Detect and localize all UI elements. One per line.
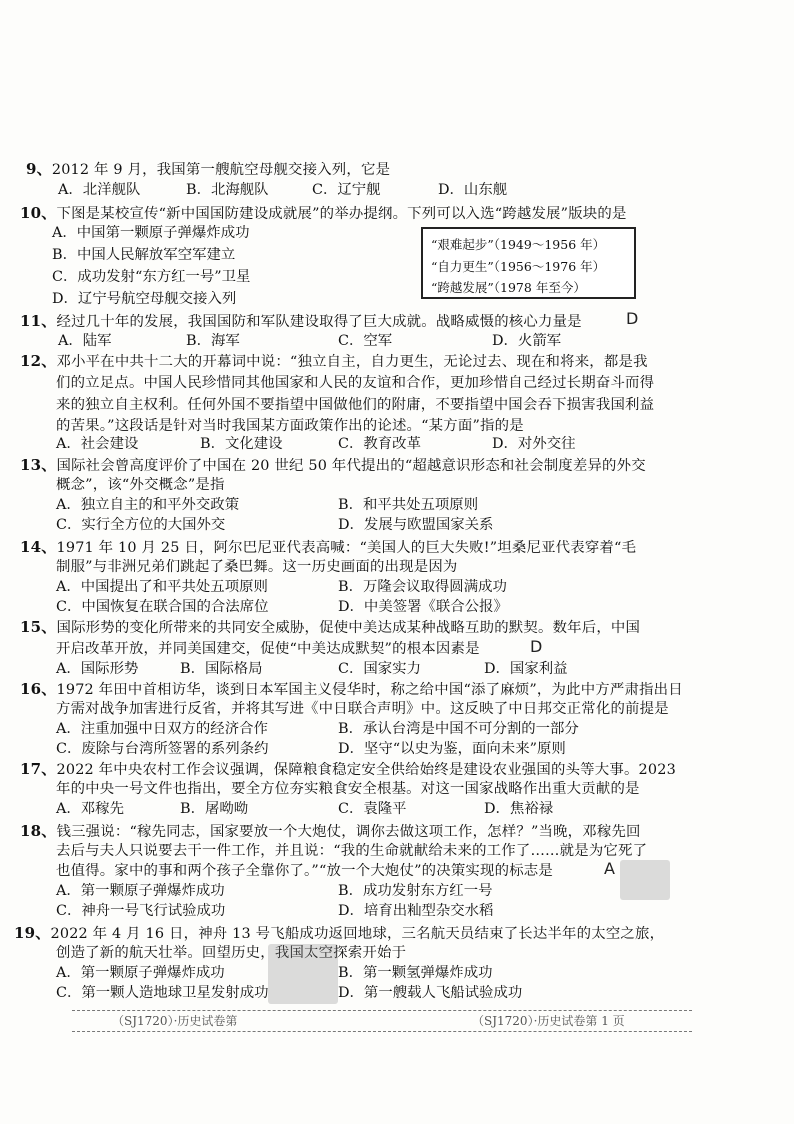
q9-option-a: A．北洋舰队 — [58, 182, 141, 198]
q18-option-a: A．第一颗原子弹爆炸成功 — [56, 883, 225, 899]
q15-option-a: A．国际形势 — [56, 661, 139, 677]
question-13-line-2: 概念”，该“外交概念”是指 — [56, 477, 225, 493]
q12-option-a: A．社会建设 — [56, 436, 139, 452]
outline-row-1: “艰难起步”（1949～1956 年） — [431, 237, 606, 252]
q10-option-b: B．中国人民解放军空军建立 — [52, 247, 236, 263]
q14-option-a: A．中国提出了和平共处五项原则 — [56, 579, 268, 595]
q11-option-d: D．火箭军 — [492, 333, 562, 349]
question-15: 15、国际形势的变化所带来的共同安全威胁，促使中美达成某种战略互助的默契。数年后，中国 — [20, 618, 641, 636]
q17-option-b: B．屠呦呦 — [180, 801, 249, 817]
q13-option-b: B．和平共处五项原则 — [338, 497, 479, 513]
outline-box — [421, 227, 636, 299]
outline-row-2: “自力更生”（1956～1976 年） — [431, 259, 606, 274]
q17-option-c: C．袁隆平 — [338, 801, 407, 817]
q14-option-b: B．万隆会议取得圆满成功 — [338, 579, 507, 595]
q19-option-a: A．第一颗原子弹爆炸成功 — [56, 965, 225, 981]
q10-option-a: A．中国第一颗原子弹爆炸成功 — [52, 225, 250, 241]
q15-option-c: C．国家实力 — [338, 661, 421, 677]
question-14-line-2: 制服”与非洲兄弟们跳起了桑巴舞。这一历史画面的出现是因为 — [56, 559, 458, 575]
question-9: 9、2012 年 9 月，我国第一艘航空母舰交接入列，它是 — [26, 160, 391, 178]
q18-option-d: D．培育出籼型杂交水稻 — [338, 903, 494, 919]
question-11: 11、经过几十年的发展，我国国防和军队建设取得了巨大成就。战略威慑的核心力量是 — [20, 312, 582, 330]
question-16-line-2: 方需对战争加害进行反省，并将其写进《中日联合声明》中。这反映了中日邦交正常化的前提是 — [56, 701, 669, 717]
scan-smudge — [268, 944, 338, 1004]
q16-option-d: D．坚守“以史为鉴，面向未来”原则 — [338, 741, 566, 757]
outline-row-3: “跨越发展”（1978 年至今） — [431, 280, 586, 295]
scan-smudge — [620, 860, 670, 900]
question-12-line-4: 的苦果。”这段话是针对当时我国某方面政策作出的论述。“某方面”指的是 — [56, 418, 524, 434]
q13-option-d: D．发展与欧盟国家关系 — [338, 517, 494, 533]
q19-option-d: D．第一艘载人飞船试验成功 — [338, 985, 523, 1001]
question-15-line-2: 开启改革开放，并同美国建交，促使“中美达成默契”的根本因素是 — [56, 641, 480, 657]
question-17: 17、2022 年中央农村工作会议强调，保障粮食稳定安全供给始终是建设农业强国的头等大事。2023 — [20, 760, 676, 778]
q19-option-c: C．第一颗人造地球卫星发射成功 — [56, 985, 269, 1001]
footer-left: （SJ1720）·历史试卷第 — [112, 1014, 238, 1028]
q12-option-d: D．对外交往 — [492, 436, 576, 452]
question-10: 10、下图是某校宣传“新中国国防建设成就展”的举办提纲。下列可以入选“跨越发展”版块的是 — [20, 204, 627, 222]
question-16: 16、1972 年田中首相访华，谈到日本军国主义侵华时，称之给中国“添了麻烦”，为此中方严肃指出日 — [20, 680, 683, 698]
q15-option-d: D．国家利益 — [484, 661, 568, 677]
q9-option-b: B．北海舰队 — [186, 182, 269, 198]
q18-option-b: B．成功发射东方红一号 — [338, 883, 493, 899]
q11-option-c: C．空军 — [338, 333, 393, 349]
question-18-line-3: 也值得。家中的事和两个孩子全靠你了。”“放一个大炮仗”的决策实现的标志是 — [56, 863, 553, 879]
q13-option-c: C．实行全方位的大国外交 — [56, 517, 226, 533]
q10-option-d: D．辽宁号航空母舰交接入列 — [52, 291, 237, 307]
q9-option-c: C．辽宁舰 — [312, 182, 381, 198]
q16-option-c: C．废除与台湾所签署的系列条约 — [56, 741, 269, 757]
handwritten-answer-15: D — [530, 637, 543, 656]
handwritten-answer-11: D — [626, 309, 639, 328]
q13-option-a: A．独立自主的和平外交政策 — [56, 497, 240, 513]
question-13: 13、国际社会曾高度评价了中国在 20 世纪 50 年代提出的“超越意识形态和社会制度差异的外交 — [20, 456, 646, 474]
q12-option-b: B．文化建设 — [200, 436, 283, 452]
question-19: 19、2022 年 4 月 16 日，神舟 13 号飞船成功返回地球，三名航天员结束了长达半年的太空之旅， — [14, 924, 665, 942]
question-12-line-3: 来的独立自主权利。任何外国不要指望中国做他们的附庸，不要指望中国会吞下损害我国利益 — [56, 397, 655, 413]
question-18: 18、钱三强说：“稼先同志，国家要放一个大炮仗，调你去做这项工作，怎样？”当晚，邓稼先回 — [20, 822, 641, 840]
handwritten-answer-18: A — [604, 859, 615, 878]
question-17-line-2: 年的中央一号文件也指出，要全方位夯实粮食安全根基。对这一国家战略作出重大贡献的是 — [56, 781, 640, 797]
q12-option-c: C．教育改革 — [338, 436, 421, 452]
page-footer — [72, 1010, 692, 1032]
question-14: 14、1971 年 10 月 25 日，阿尔巴尼亚代表高喊：“美国人的巨大失败!”坦桑尼亚代表穿着“毛 — [20, 538, 637, 556]
question-12: 12、邓小平在中共十二大的开幕词中说：“独立自主，自力更生，无论过去、现在和将来，都是我 — [20, 352, 648, 370]
q17-option-a: A．邓稼先 — [56, 801, 124, 817]
q14-option-c: C．中国恢复在联合国的合法席位 — [56, 599, 269, 615]
q18-option-c: C．神舟一号飞行试验成功 — [56, 903, 226, 919]
q17-option-d: D．焦裕禄 — [484, 801, 554, 817]
q9-option-d: D．山东舰 — [438, 182, 508, 198]
q10-option-c: C．成功发射“东方红一号”卫星 — [52, 269, 251, 285]
question-18-line-2: 去后与夫人只说要去干一件工作，并且说：“我的生命就献给未来的工作了……就是为它死了 — [56, 843, 648, 859]
footer-right: （SJ1720）·历史试卷第 1 页 — [472, 1014, 625, 1028]
question-19-line-2: 创造了新的航天壮举。回望历史，我国太空探索开始于 — [56, 945, 407, 961]
q19-option-b: B．第一颗氢弹爆炸成功 — [338, 965, 493, 981]
q11-option-b: B．海军 — [186, 333, 240, 349]
q11-option-a: A．陆军 — [58, 333, 112, 349]
q14-option-d: D．中美签署《联合公报》 — [338, 599, 508, 615]
q15-option-b: B．国际格局 — [180, 661, 263, 677]
q16-option-a: A．注重加强中日双方的经济合作 — [56, 721, 268, 737]
q16-option-b: B．承认台湾是中国不可分割的一部分 — [338, 721, 579, 737]
question-12-line-2: 们的立足点。中国人民珍惜同其他国家和人民的友谊和合作，更加珍惜自己经过长期奋斗而得 — [56, 375, 655, 391]
